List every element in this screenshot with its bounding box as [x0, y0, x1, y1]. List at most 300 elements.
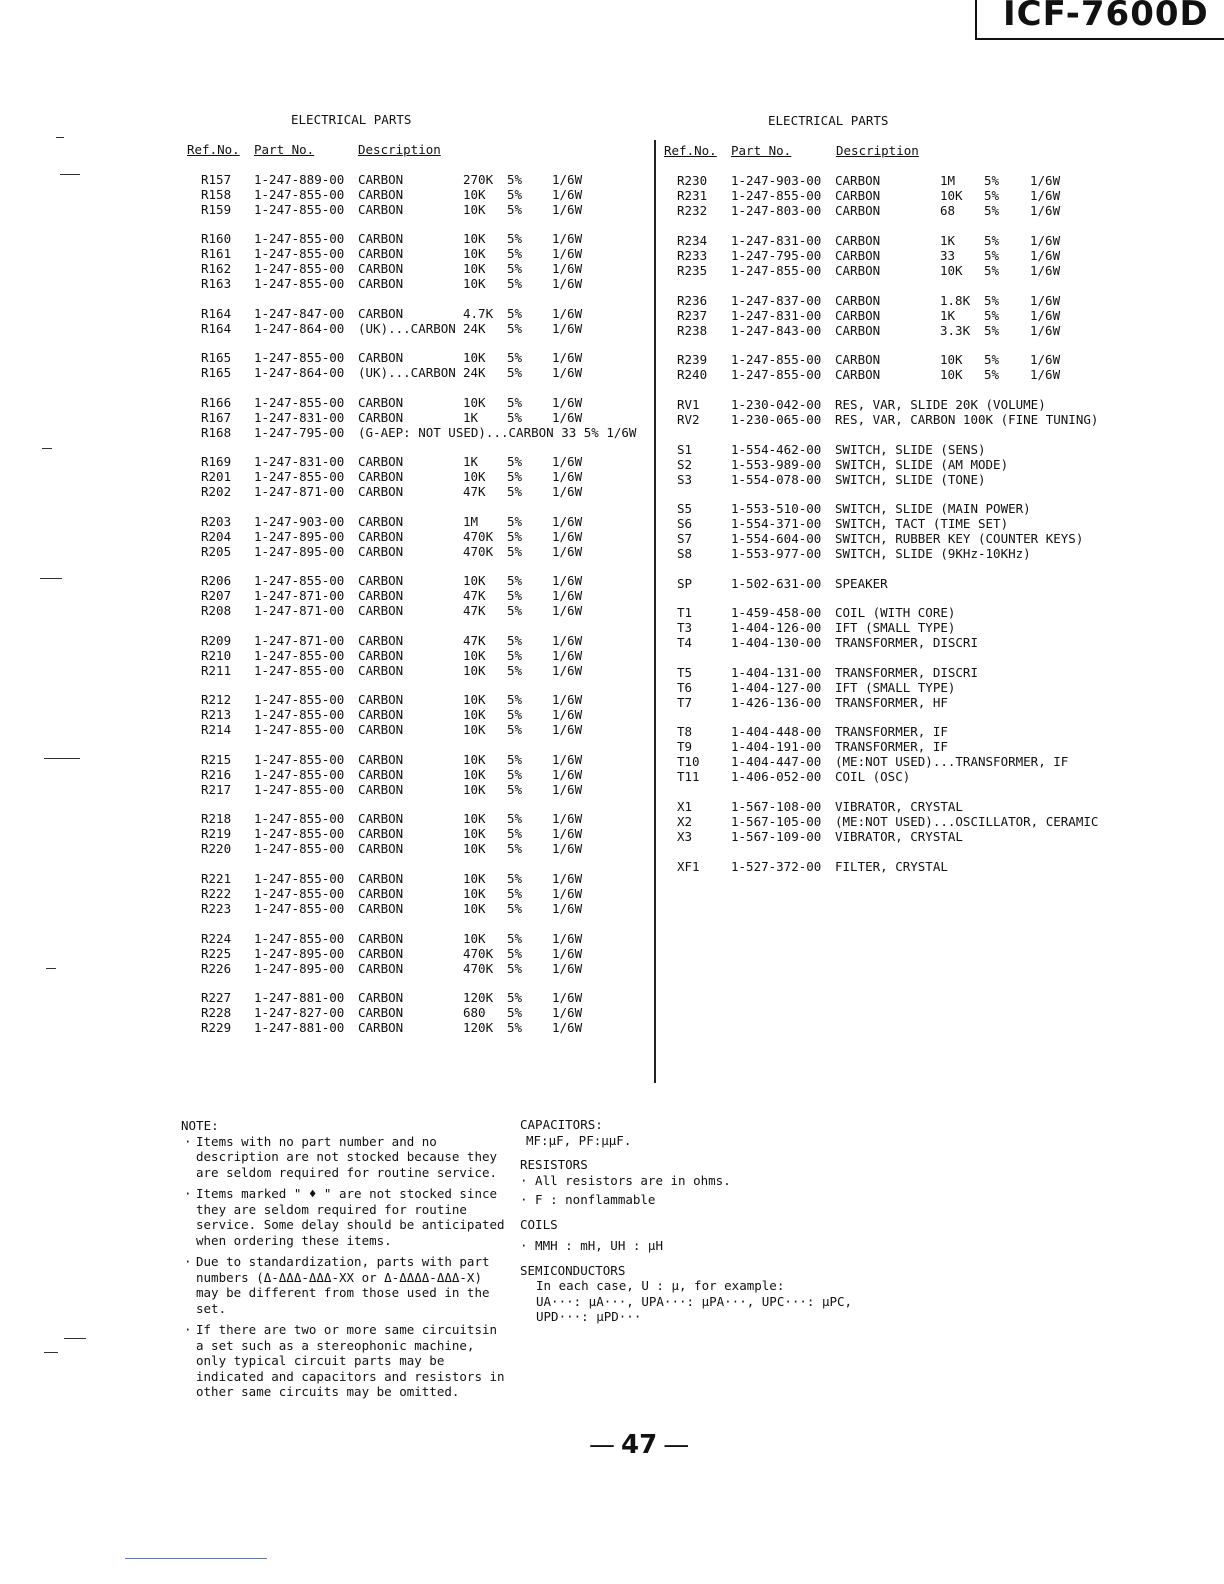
part-ref: R203 — [201, 514, 232, 529]
scan-mark — [60, 174, 80, 175]
part-watt: 1/6W — [1030, 203, 1061, 218]
part-desc: TRANSFORMER, HF — [835, 695, 948, 710]
part-desc: SWITCH, SLIDE (MAIN POWER) — [835, 501, 1031, 516]
part-part: 1-247-803-00 — [731, 203, 822, 218]
part-tol: 5% — [507, 901, 523, 916]
part-tol: 5% — [507, 931, 523, 946]
part-value: 68 — [940, 203, 956, 218]
part-value: 10K — [463, 871, 486, 886]
part-part: 1-247-881-00 — [254, 990, 345, 1005]
part-watt: 1/6W — [552, 573, 583, 588]
part-desc: SWITCH, SLIDE (AM MODE) — [835, 457, 1009, 472]
part-desc: CARBON — [835, 308, 881, 323]
part-part: 1-247-895-00 — [254, 946, 345, 961]
part-part: 1-247-855-00 — [254, 782, 345, 797]
part-value: 10K — [463, 886, 486, 901]
part-desc: CARBON — [835, 323, 881, 338]
part-desc: CARBON — [358, 961, 404, 976]
part-watt: 1/6W — [552, 246, 583, 261]
part-desc: CARBON — [358, 544, 404, 559]
part-value: 1K — [940, 233, 956, 248]
part-part: 1-247-855-00 — [254, 648, 345, 663]
part-desc: RES, VAR, CARBON 100K (FINE TUNING) — [835, 412, 1099, 427]
part-watt: 1/6W — [552, 1020, 583, 1035]
part-tol: 5% — [507, 692, 523, 707]
part-desc: CARBON — [358, 946, 404, 961]
part-part: 1-553-989-00 — [731, 457, 822, 472]
part-value: 10K — [463, 826, 486, 841]
part-tol: 5% — [984, 203, 1000, 218]
part-part: 1-247-855-00 — [254, 767, 345, 782]
part-desc: CARBON — [358, 484, 404, 499]
part-value: 33 — [940, 248, 956, 263]
part-ref: R214 — [201, 722, 232, 737]
header-rule — [975, 0, 977, 40]
capacitors-heading: CAPACITORS: — [520, 1117, 603, 1132]
part-part: 1-247-855-00 — [254, 573, 345, 588]
part-ref: R225 — [201, 946, 232, 961]
part-part: 1-247-855-00 — [254, 276, 345, 291]
part-watt: 1/6W — [552, 692, 583, 707]
part-desc: CARBON — [358, 841, 404, 856]
part-part: 1-404-448-00 — [731, 724, 822, 739]
part-part: 1-247-831-00 — [254, 454, 345, 469]
part-value: 10K — [463, 261, 486, 276]
part-tol: 5% — [507, 484, 523, 499]
part-ref: R231 — [677, 188, 708, 203]
part-ref: R213 — [201, 707, 232, 722]
coils-heading: COILS — [520, 1216, 558, 1232]
part-watt: 1/6W — [552, 529, 583, 544]
part-ref: R232 — [677, 203, 708, 218]
part-tol: 5% — [507, 961, 523, 976]
part-desc: SWITCH, SLIDE (9KHz-10KHz) — [835, 546, 1031, 561]
part-ref: T11 — [677, 769, 700, 784]
part-ref: R159 — [201, 202, 232, 217]
part-desc: CARBON — [358, 603, 404, 618]
part-ref: R209 — [201, 633, 232, 648]
part-ref: S1 — [677, 442, 693, 457]
part-ref: T9 — [677, 739, 693, 754]
part-watt: 1/6W — [552, 633, 583, 648]
part-part: 1-404-127-00 — [731, 680, 822, 695]
part-value: 120K — [463, 990, 494, 1005]
part-value: 470K — [463, 946, 494, 961]
notes-heading: NOTE: — [181, 1118, 219, 1133]
part-part: 1-247-855-00 — [254, 811, 345, 826]
part-part: 1-247-855-00 — [254, 246, 345, 261]
part-part: 1-247-855-00 — [254, 752, 345, 767]
part-part: 1-247-855-00 — [254, 871, 345, 886]
part-desc: CARBON — [835, 293, 881, 308]
part-ref: R229 — [201, 1020, 232, 1035]
column-divider — [654, 140, 656, 1083]
part-part: 1-554-462-00 — [731, 442, 822, 457]
part-watt: 1/6W — [1030, 323, 1061, 338]
part-ref: R163 — [201, 276, 232, 291]
part-part: 1-554-371-00 — [731, 516, 822, 531]
part-desc: CARBON — [358, 722, 404, 737]
part-tol: 5% — [507, 588, 523, 603]
part-value: 680 — [463, 1005, 486, 1020]
part-tol: 5% — [507, 395, 523, 410]
notes-block — [181, 1118, 511, 1406]
part-part: 1-567-109-00 — [731, 829, 822, 844]
part-part: 1-404-447-00 — [731, 754, 822, 769]
part-ref: R240 — [677, 367, 708, 382]
part-tol: 5% — [507, 707, 523, 722]
capacitors-text: MF:µF, PF:µµF. — [526, 1132, 632, 1148]
part-ref: R168 — [201, 425, 232, 440]
part-ref: T6 — [677, 680, 693, 695]
part-value: 1M — [463, 514, 479, 529]
part-watt: 1/6W — [1030, 248, 1061, 263]
part-part: 1-404-130-00 — [731, 635, 822, 650]
part-watt: 1/6W — [1030, 352, 1061, 367]
part-ref: R237 — [677, 308, 708, 323]
part-ref: X1 — [677, 799, 693, 814]
part-value: 10K — [463, 931, 486, 946]
part-value: 1.8K — [940, 293, 971, 308]
part-ref: T8 — [677, 724, 693, 739]
part-desc: (G-AEP: NOT USED)...CARBON 33 5% 1/6W — [358, 425, 637, 440]
left-section-title: ELECTRICAL PARTS — [291, 112, 412, 127]
part-ref: S3 — [677, 472, 693, 487]
part-value: 1K — [940, 308, 956, 323]
part-desc: CARBON — [358, 350, 404, 365]
part-value: 47K — [463, 633, 486, 648]
part-ref: S7 — [677, 531, 693, 546]
description-header: Description — [836, 143, 919, 158]
part-ref: R218 — [201, 811, 232, 826]
part-part: 1-247-855-00 — [254, 350, 345, 365]
part-part: 1-247-795-00 — [731, 248, 822, 263]
part-part: 1-247-837-00 — [731, 293, 822, 308]
part-ref: R239 — [677, 352, 708, 367]
part-value: 10K — [940, 352, 963, 367]
part-watt: 1/6W — [552, 603, 583, 618]
part-part: 1-247-855-00 — [254, 722, 345, 737]
part-tol: 5% — [507, 544, 523, 559]
part-value: 10K — [463, 841, 486, 856]
part-part: 1-247-855-00 — [731, 352, 822, 367]
part-value: 1K — [463, 410, 479, 425]
part-part: 1-247-871-00 — [254, 633, 345, 648]
part-watt: 1/6W — [552, 365, 583, 380]
part-desc: SWITCH, SLIDE (TONE) — [835, 472, 986, 487]
part-desc: (UK)...CARBON — [358, 321, 456, 336]
part-ref: R227 — [201, 990, 232, 1005]
scan-mark — [56, 137, 64, 138]
part-tol: 5% — [507, 886, 523, 901]
part-ref: R162 — [201, 261, 232, 276]
part-part: 1-230-065-00 — [731, 412, 822, 427]
part-part: 1-247-903-00 — [731, 173, 822, 188]
part-desc: CARBON — [835, 203, 881, 218]
part-ref: R234 — [677, 233, 708, 248]
part-value: 120K — [463, 1020, 494, 1035]
part-ref: R230 — [677, 173, 708, 188]
part-desc: CARBON — [358, 811, 404, 826]
part-tol: 5% — [984, 308, 1000, 323]
part-ref: R211 — [201, 663, 232, 678]
part-desc: SWITCH, RUBBER KEY (COUNTER KEYS) — [835, 531, 1084, 546]
part-desc: CARBON — [358, 633, 404, 648]
part-part: 1-426-136-00 — [731, 695, 822, 710]
part-ref: T5 — [677, 665, 693, 680]
part-part: 1-527-372-00 — [731, 859, 822, 874]
resistors-line: · All resistors are in ohms. — [520, 1172, 731, 1188]
part-watt: 1/6W — [552, 961, 583, 976]
part-watt: 1/6W — [552, 276, 583, 291]
part-ref: R235 — [677, 263, 708, 278]
part-desc: FILTER, CRYSTAL — [835, 859, 948, 874]
part-part: 1-459-458-00 — [731, 605, 822, 620]
part-desc: TRANSFORMER, DISCRI — [835, 635, 978, 650]
part-ref: R169 — [201, 454, 232, 469]
part-tol: 5% — [507, 841, 523, 856]
part-value: 10K — [463, 187, 486, 202]
part-ref: SP — [677, 576, 693, 591]
semiconductors-line: In each case, U : µ, for example: — [536, 1278, 785, 1293]
part-watt: 1/6W — [1030, 293, 1061, 308]
part-desc: CARBON — [358, 648, 404, 663]
ref-no-header: Ref.No. — [664, 143, 717, 158]
coils-text: · MMH : mH, UH : µH — [520, 1238, 663, 1253]
part-desc: CARBON — [358, 454, 404, 469]
part-ref: R206 — [201, 573, 232, 588]
part-tol: 5% — [507, 172, 523, 187]
part-desc: COIL (WITH CORE) — [835, 605, 956, 620]
part-watt: 1/6W — [552, 469, 583, 484]
part-part: 1-247-903-00 — [254, 514, 345, 529]
part-ref: R205 — [201, 544, 232, 559]
part-part: 1-247-881-00 — [254, 1020, 345, 1035]
part-desc: CARBON — [358, 663, 404, 678]
part-value: 10K — [940, 367, 963, 382]
part-watt: 1/6W — [1030, 233, 1061, 248]
part-value: 470K — [463, 961, 494, 976]
part-desc: CARBON — [835, 233, 881, 248]
part-desc: CARBON — [358, 707, 404, 722]
part-ref: R216 — [201, 767, 232, 782]
part-desc: CARBON — [358, 886, 404, 901]
part-desc: (ME:NOT USED)...TRANSFORMER, IF — [835, 754, 1069, 769]
part-desc: IFT (SMALL TYPE) — [835, 680, 956, 695]
part-part: 1-247-895-00 — [254, 529, 345, 544]
part-part: 1-247-895-00 — [254, 544, 345, 559]
part-value: 10K — [940, 188, 963, 203]
description-header: Description — [358, 142, 441, 157]
part-tol: 5% — [984, 293, 1000, 308]
part-value: 4.7K — [463, 306, 494, 321]
part-desc: CARBON — [358, 246, 404, 261]
part-part: 1-247-831-00 — [731, 308, 822, 323]
part-value: 10K — [463, 202, 486, 217]
part-value: 24K — [463, 321, 486, 336]
part-tol: 5% — [507, 454, 523, 469]
part-tol: 5% — [984, 173, 1000, 188]
part-ref: S5 — [677, 501, 693, 516]
part-watt: 1/6W — [552, 321, 583, 336]
part-part: 1-567-105-00 — [731, 814, 822, 829]
part-value: 10K — [463, 276, 486, 291]
part-tol: 5% — [507, 1005, 523, 1020]
ref-no-header: Ref.No. — [187, 142, 240, 157]
part-tol: 5% — [507, 365, 523, 380]
part-value: 1M — [940, 173, 956, 188]
part-tol: 5% — [507, 321, 523, 336]
resistors-line: · F : nonflammable — [520, 1192, 656, 1207]
part-desc: CARBON — [358, 901, 404, 916]
part-watt: 1/6W — [1030, 308, 1061, 323]
part-tol: 5% — [507, 261, 523, 276]
part-desc: (ME:NOT USED)...OSCILLATOR, CERAMIC — [835, 814, 1099, 829]
part-ref: R221 — [201, 871, 232, 886]
part-part: 1-247-855-00 — [254, 202, 345, 217]
part-part: 1-554-604-00 — [731, 531, 822, 546]
part-desc: CARBON — [358, 261, 404, 276]
part-ref: R207 — [201, 588, 232, 603]
part-desc: TRANSFORMER, IF — [835, 739, 948, 754]
part-part: 1-247-795-00 — [254, 425, 345, 440]
part-tol: 5% — [507, 231, 523, 246]
part-watt: 1/6W — [552, 202, 583, 217]
part-part: 1-247-864-00 — [254, 365, 345, 380]
part-watt: 1/6W — [552, 514, 583, 529]
part-desc: CARBON — [358, 202, 404, 217]
part-tol: 5% — [507, 603, 523, 618]
part-ref: S8 — [677, 546, 693, 561]
part-desc: COIL (OSC) — [835, 769, 911, 784]
part-desc: CARBON — [835, 352, 881, 367]
part-value: 10K — [463, 395, 486, 410]
part-part: 1-553-977-00 — [731, 546, 822, 561]
part-ref: R233 — [677, 248, 708, 263]
part-desc: CARBON — [358, 172, 404, 187]
part-desc: CARBON — [358, 752, 404, 767]
part-desc: (UK)...CARBON — [358, 365, 456, 380]
right-section-title: ELECTRICAL PARTS — [768, 113, 889, 128]
part-desc: CARBON — [358, 231, 404, 246]
scan-mark — [42, 448, 52, 449]
part-watt: 1/6W — [552, 231, 583, 246]
part-value: 47K — [463, 484, 486, 499]
part-part: 1-230-042-00 — [731, 397, 822, 412]
note-item: · Items with no part number and no description are not stocked because they are seldom required for routine service. — [181, 1134, 511, 1181]
part-ref: XF1 — [677, 859, 700, 874]
part-desc: CARBON — [358, 782, 404, 797]
part-ref: R167 — [201, 410, 232, 425]
part-tol: 5% — [507, 633, 523, 648]
part-value: 470K — [463, 544, 494, 559]
part-watt: 1/6W — [552, 454, 583, 469]
part-watt: 1/6W — [552, 752, 583, 767]
part-tol: 5% — [507, 202, 523, 217]
part-ref: R228 — [201, 1005, 232, 1020]
right-column-headers — [0, 143, 1224, 159]
part-part: 1-247-889-00 — [254, 172, 345, 187]
part-ref: R224 — [201, 931, 232, 946]
part-tol: 5% — [507, 722, 523, 737]
part-part: 1-247-855-00 — [254, 187, 345, 202]
part-part: 1-247-855-00 — [254, 841, 345, 856]
part-ref: T3 — [677, 620, 693, 635]
part-ref: T1 — [677, 605, 693, 620]
part-value: 1K — [463, 454, 479, 469]
part-desc: VIBRATOR, CRYSTAL — [835, 829, 963, 844]
part-desc: CARBON — [358, 410, 404, 425]
part-watt: 1/6W — [1030, 173, 1061, 188]
part-tol: 5% — [507, 514, 523, 529]
part-tol: 5% — [984, 323, 1000, 338]
part-desc: CARBON — [358, 826, 404, 841]
part-desc: CARBON — [358, 931, 404, 946]
part-ref: R238 — [677, 323, 708, 338]
part-ref: R164 — [201, 321, 232, 336]
part-ref: T4 — [677, 635, 693, 650]
part-part: 1-247-847-00 — [254, 306, 345, 321]
part-part: 1-247-827-00 — [254, 1005, 345, 1020]
part-part: 1-247-855-00 — [254, 931, 345, 946]
part-ref: R201 — [201, 469, 232, 484]
scan-mark — [40, 578, 62, 579]
part-part: 1-247-855-00 — [254, 261, 345, 276]
part-value: 10K — [463, 231, 486, 246]
part-desc: CARBON — [358, 871, 404, 886]
part-tol: 5% — [507, 306, 523, 321]
part-part: 1-247-855-00 — [254, 707, 345, 722]
part-no-header: Part No. — [254, 142, 315, 157]
part-part: 1-247-871-00 — [254, 588, 345, 603]
part-part: 1-247-855-00 — [254, 901, 345, 916]
part-desc: CARBON — [358, 1020, 404, 1035]
part-ref: R217 — [201, 782, 232, 797]
part-ref: R219 — [201, 826, 232, 841]
part-desc: CARBON — [358, 276, 404, 291]
part-watt: 1/6W — [552, 395, 583, 410]
part-ref: R212 — [201, 692, 232, 707]
part-desc: CARBON — [358, 588, 404, 603]
part-value: 10K — [463, 350, 486, 365]
part-part: 1-404-126-00 — [731, 620, 822, 635]
part-value: 10K — [940, 263, 963, 278]
part-ref: R208 — [201, 603, 232, 618]
semiconductors-line: UA···: µA···, UPA···: µPA···, UPC···: µPC, — [536, 1293, 853, 1309]
part-value: 3.3K — [940, 323, 971, 338]
part-ref: R158 — [201, 187, 232, 202]
part-watt: 1/6W — [552, 172, 583, 187]
part-desc: CARBON — [835, 263, 881, 278]
part-watt: 1/6W — [552, 782, 583, 797]
part-watt: 1/6W — [552, 187, 583, 202]
part-value: 10K — [463, 782, 486, 797]
part-part: 1-247-895-00 — [254, 961, 345, 976]
part-watt: 1/6W — [552, 707, 583, 722]
part-tol: 5% — [507, 469, 523, 484]
units-legend — [520, 1117, 900, 1325]
part-value: 10K — [463, 663, 486, 678]
part-watt: 1/6W — [552, 484, 583, 499]
part-watt: 1/6W — [552, 663, 583, 678]
part-part: 1-247-864-00 — [254, 321, 345, 336]
part-ref: R161 — [201, 246, 232, 261]
part-desc: CARBON — [835, 188, 881, 203]
part-tol: 5% — [984, 367, 1000, 382]
note-item: · If there are two or more same circuitsin a set such as a stereophonic machine, only typical circuit parts may be indicated and capacitors and resistors in other same circuits may be omitted. — [181, 1322, 511, 1400]
part-tol: 5% — [507, 871, 523, 886]
part-ref: S6 — [677, 516, 693, 531]
